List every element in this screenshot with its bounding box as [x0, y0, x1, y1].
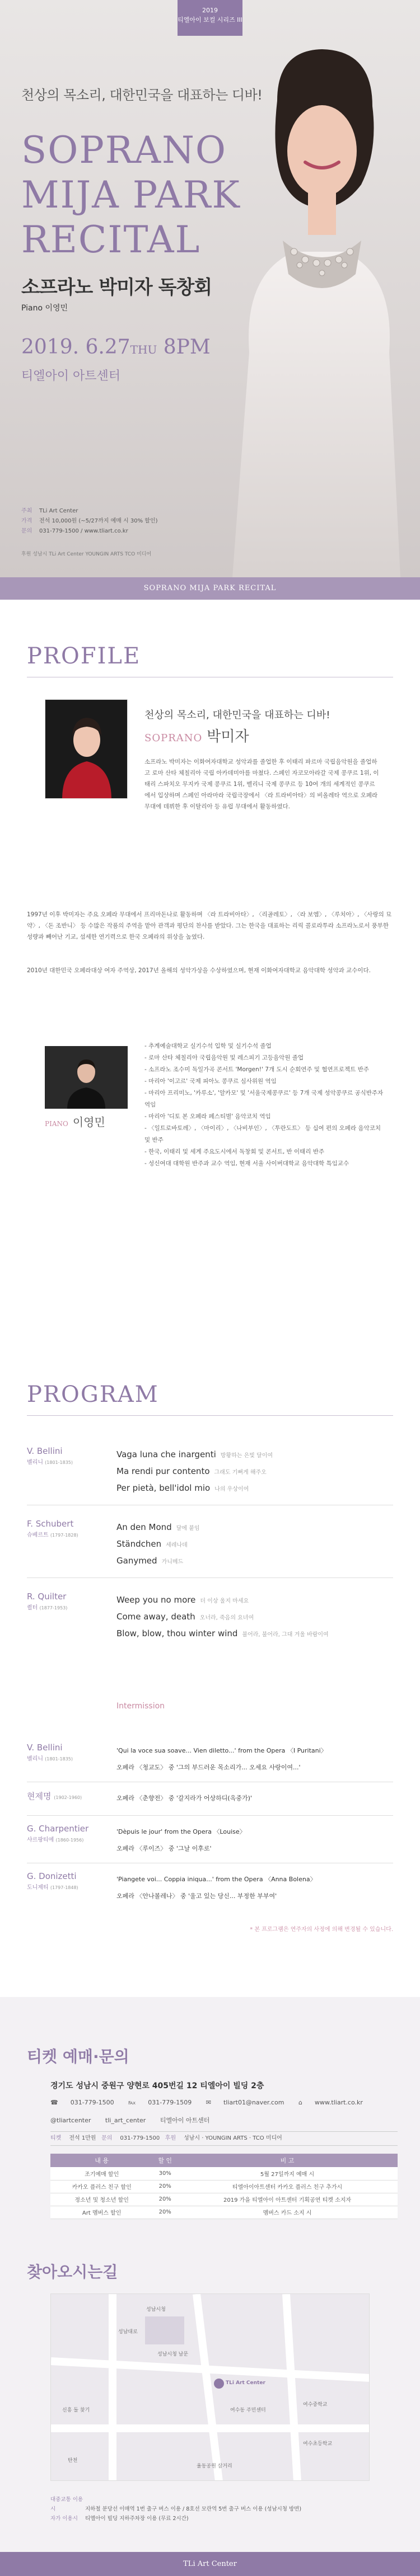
profile-role: SOPRANO — [144, 732, 203, 744]
cell: 멤버스 카드 소지 시 — [177, 2206, 398, 2219]
composer-name: V. Bellini — [27, 1743, 63, 1753]
composer-name: 현제명 — [27, 1791, 52, 1801]
discount-table — [50, 2154, 398, 2219]
profile-title: PROFILE — [27, 643, 141, 669]
pianist-role: PIANO — [45, 1120, 68, 1128]
composer-name: G. Donizetti — [27, 1871, 77, 1881]
work-kr: 그래도 기뻐게 해주오 — [214, 1470, 267, 1476]
header-note: 비 고 — [177, 2154, 398, 2167]
tel-label: 문의 — [101, 2135, 113, 2141]
career-item: - 〈일트로바토레〉, 〈마이리〉, 〈나비부인〉, 〈투란도트〉 등 십여 편의 오페라 음악코치 및 반주 — [144, 1123, 385, 1146]
table-row — [50, 2193, 398, 2206]
composer-name: G. Charpentier — [27, 1824, 89, 1834]
composer-kr-name: 퀼터 — [27, 1605, 38, 1611]
info-value: TLi Art Center — [39, 508, 78, 514]
works — [116, 1591, 396, 1642]
works — [116, 1790, 396, 1807]
ticket-web[interactable]: www.tliart.co.kr — [314, 2099, 363, 2106]
work-item: 'Qui la voce sua soave... Vien diletto...' from the Opera 〈I Puritani〉 — [116, 1747, 327, 1754]
work-title: Per pietà, bell'idol mio — [116, 1483, 211, 1493]
header-discount: 할 인 — [153, 2154, 177, 2167]
work-title: Come away, death — [116, 1612, 195, 1622]
composer-kr — [27, 1457, 116, 1466]
work-title: Blow, blow, thou winter wind — [116, 1628, 238, 1638]
ticket-contacts — [50, 2099, 398, 2106]
work-title: Weep you no more — [116, 1595, 196, 1605]
work-kr: 가니메드 — [161, 1559, 184, 1565]
work-kr: 나의 우상이여 — [214, 1486, 249, 1492]
program-divider — [27, 1415, 393, 1416]
location-map[interactable] — [50, 2294, 370, 2481]
profile-bio: 소프라노 박미자는 이화여자대학교 성악과를 졸업한 후 이태리 파르마 국립음악원을 졸업하고 로마 산타 체칠리아 국립 아카데미아를 마쳤다. 스페인 자코모아라갈 국제 콩쿠르 1위, 이태리 스파치오 무지카 국제 콩쿠르 1위, 벨리니 국제 콩쿠르 등 10여 개의 세계적인 콩쿠르에서 입상하며 스페인 아라마라 국립극장에서 〈라 트라비아타〉의 비올레타 역으로 오페라 무대에 데뷔한 후 이탈리아 등 유럽 무대에서 활동하였다. — [144, 759, 379, 810]
work-item — [116, 1480, 396, 1496]
career-item: - 마리아 '디토 본 오페라 페스티벌' 음악코치 역임 — [144, 1111, 385, 1123]
composer-kr-name: 샤르팡티에 — [27, 1837, 54, 1843]
composer-kr — [27, 1882, 116, 1891]
work-title: Vaga luna che inargenti — [116, 1449, 216, 1459]
works — [116, 1824, 396, 1857]
hero-piano — [21, 302, 68, 313]
info-label: 문의 — [21, 528, 32, 534]
work-item — [116, 1608, 396, 1625]
series-tag — [178, 0, 242, 36]
composer-name: V. Bellini — [27, 1446, 63, 1456]
pianist-name — [45, 1113, 105, 1129]
profile-paragraph-2: 2010년 대한민국 오페라대상 여자 주역상, 2017년 올해의 성악가상을 수상하였으며, 현재 이화여자대학교 음악대학 성악과 교수이다. — [27, 967, 371, 974]
work-item: 오페라 〈춘향전〉 중 '갈지라가 어상하디(옥중가)' — [116, 1795, 252, 1802]
work-kr: 방황하는 은빛 달이여 — [220, 1453, 273, 1459]
pianist-career — [144, 1040, 385, 1170]
hero-tagline: 천상의 목소리, 대한민국을 대표하는 디바! — [21, 87, 263, 103]
map-label: 여수중학교 — [303, 2402, 328, 2408]
info-row — [21, 516, 158, 526]
composer-kr — [27, 1530, 116, 1538]
map-label: 성남시청 남문 — [157, 2352, 189, 2357]
work-item: 오페라 〈안나볼레나〉 중 '울고 있는 당신... 부정한 부부여' — [116, 1892, 277, 1900]
composer — [27, 1743, 116, 1762]
series-year: 2019 — [202, 7, 218, 14]
composer — [27, 1591, 116, 1611]
program-note: * 본 프로그램은 연주자의 사정에 의해 변경될 수 있습니다. — [250, 1927, 393, 1933]
footer-logo: TLi Art Center — [0, 2552, 420, 2576]
career-item: - 마리아 프리미노, '카루소', '알카모' 및 '서울국제콩쿠르' 등 7개 국제 성악콩쿠르 공식반주자 역임 — [144, 1087, 385, 1111]
map-label-venue: TLi Art Center — [226, 2380, 265, 2386]
map-label: 여수동 주민센터 — [230, 2408, 266, 2413]
career-item: - 한국, 이태리 및 세계 주요도시에서 독창회 및 콘서트, 반 이태리 반주 — [144, 1146, 385, 1158]
direction-row — [50, 2514, 398, 2523]
piano-name: 이영민 — [45, 304, 68, 313]
hero-band: SOPRANO MIJA PARK RECITAL — [0, 577, 420, 600]
work-item — [116, 1552, 396, 1569]
work-kr: 달에 붙임 — [176, 1525, 200, 1532]
composer — [27, 1446, 116, 1466]
profile-tagline: 천상의 목소리, 대한민국을 대표하는 디바! — [144, 709, 330, 721]
program-title: PROGRAM — [27, 1382, 159, 1407]
hero-title-line1: SOPRANO — [21, 129, 227, 172]
hero-title-line3: RECITAL — [21, 218, 201, 261]
direction-key: 대중교통 이용시 — [50, 2497, 83, 2512]
info-label: 가격 — [21, 518, 32, 524]
composer-years: (1902-1960) — [54, 1795, 82, 1800]
facebook-link[interactable]: 티엘아이 아트센터 — [160, 2117, 210, 2124]
intermission-label: Intermission — [116, 1702, 165, 1711]
cell: 20% — [153, 2193, 177, 2206]
composer — [27, 1790, 116, 1802]
career-item: - 소프라노 조수미 독일가곡 콘서트 'Morgen!' 7개 도시 순회연주 및 협연프로젝트 반주 — [144, 1064, 385, 1076]
ticket-summary-bar — [50, 2131, 398, 2146]
pianist-profile-photo — [45, 1046, 128, 1109]
composer-kr-name: 벨리니 — [27, 1756, 43, 1762]
career-item: - 추계예술대학교 실기수석 입학 및 실기수석 졸업 — [144, 1040, 385, 1052]
works — [116, 1871, 396, 1905]
composer-kr-name: 슈베르트 — [27, 1532, 49, 1538]
work-item: 'Piangete voi... Coppia iniqua...' from the Opera 〈Anna Bolena〉 — [116, 1876, 316, 1883]
info-label: 주최 — [21, 508, 32, 514]
composer-kr — [27, 1603, 116, 1611]
program-separator — [27, 1577, 393, 1578]
profile-paragraph-1: 1997년 이후 박미자는 주요 오페라 무대에서 프리마돈나로 활동하며 〈라 트라비아타〉, 〈리골레토〉, 〈라 보엠〉, 〈루치아〉, 〈사랑의 묘약〉, 〈돈 조반니〉 등 수많은 작품의 주역을 맡아 관객과 평단의 찬사를 받았다. 그는 한국을 대표하는 리릭 콜로라투라 소프라노로서 풍부한 성량과 빼어난 기교, 섬세한 연기력으로 한국 오페라의 위상을 높였다. — [27, 911, 392, 940]
table-row — [50, 2206, 398, 2219]
work-item — [116, 1446, 396, 1463]
map-label: 탄천 — [68, 2458, 78, 2464]
direction-row — [50, 2495, 398, 2514]
ticket-phone[interactable]: 031-779-1500 — [70, 2099, 114, 2106]
table-row — [50, 2167, 398, 2180]
fax-icon: ℻ — [128, 2099, 136, 2106]
composer-name: F. Schubert — [27, 1519, 74, 1529]
composer-years: (1797-1848) — [50, 1885, 78, 1890]
date-value: 2019. 6.27 — [21, 336, 130, 359]
soprano-profile-photo — [45, 699, 128, 799]
concert-info — [21, 506, 158, 536]
cell: Art 멤버스 할인 — [50, 2206, 153, 2219]
sponsor-logos: 후원 성남시 TLi Art Center YOUNGIN ARTS TCO 미디어 — [21, 552, 152, 557]
works — [116, 1519, 396, 1569]
ticket-fax: 031-779-1509 — [148, 2099, 192, 2106]
composer-kr — [27, 1754, 116, 1762]
info-value: 전석 10,000원 (~5/27까지 예매 시 30% 할인) — [39, 518, 158, 524]
table-header — [50, 2154, 398, 2167]
work-title: Ständchen — [116, 1539, 162, 1549]
direction-value: 티엘아이 빌딩 지하주차장 이용 (무료 2시간) — [85, 2516, 189, 2522]
soprano-portrait — [210, 39, 420, 577]
cell: 카카오 플러스 친구 할인 — [50, 2180, 153, 2193]
series-name: 티엘아이 보컬 시리즈 III — [178, 16, 242, 23]
composer-years: (1801-1835) — [45, 1756, 73, 1762]
cell: 2019 가을 티엘아이 아트센터 기획공연 티켓 소지자 — [177, 2193, 398, 2206]
header-content: 내 용 — [50, 2154, 153, 2167]
info-row — [21, 526, 158, 536]
ticket-sns — [50, 2116, 222, 2125]
cell: 20% — [153, 2180, 177, 2193]
price-label: 티켓 — [50, 2135, 62, 2141]
direction-value: 지하철 분당선 이매역 1번 출구 버스 이용 / 8호선 모란역 5번 출구 버스 이용 (성남시청 방면) — [85, 2506, 302, 2512]
info-row — [21, 506, 158, 516]
work-item — [116, 1519, 396, 1536]
composer — [27, 1519, 116, 1538]
table-row — [50, 2180, 398, 2193]
work-item — [116, 1463, 396, 1480]
works — [116, 1743, 396, 1776]
work-kr: 더 이상 울지 마세요 — [200, 1598, 249, 1604]
composer-kr-name: 도니제티 — [27, 1885, 49, 1891]
phone-icon: ☎ — [50, 2099, 58, 2106]
date-day: THU — [130, 343, 157, 356]
work-item: 'Dèpuis le jour' from the Opera 〈Louise〉 — [116, 1828, 246, 1835]
map-label: 여수초등학교 — [303, 2441, 333, 2447]
composer-years: (1801-1835) — [45, 1460, 73, 1465]
cell: 정소년 및 청소년 할인 — [50, 2193, 153, 2206]
cell: 20% — [153, 2206, 177, 2219]
map-label: 성남대로 — [118, 2329, 138, 2335]
map-label: 성남시청 — [146, 2307, 166, 2313]
work-title: Ma rendi pur contento — [116, 1466, 210, 1476]
hero-korean-title: 소프라노 박미자 독창회 — [21, 276, 212, 299]
twitter-link[interactable]: @tliartcenter — [50, 2117, 91, 2124]
cell: 5월 27일까지 예매 시 — [177, 2167, 398, 2180]
profile-name — [144, 725, 249, 746]
sponsor-label: 후원 — [165, 2135, 176, 2141]
career-item: - 마리아 '이고르' 국제 피아노 콩쿠르 심사위원 역임 — [144, 1076, 385, 1087]
email-icon: ✉ — [206, 2099, 211, 2106]
work-item — [116, 1536, 396, 1552]
work-item — [116, 1591, 396, 1608]
concert-date — [21, 336, 211, 359]
ticket-address: 경기도 성남시 중원구 양현로 405번길 12 티엘아이 빌딩 2층 — [50, 2081, 264, 2090]
career-item: - 성신여대 대학원 반주과 교수 역임, 현재 서울 사이버대학교 음악대학 특임교수 — [144, 1158, 385, 1170]
map-roads — [51, 2294, 370, 2481]
program-separator — [27, 1815, 393, 1816]
piano-label: Piano — [21, 304, 43, 313]
work-item: 오페라 〈루이즈〉 중 '그날 이후로' — [116, 1845, 212, 1852]
composer-years: (1797-1828) — [50, 1533, 78, 1538]
works — [116, 1446, 396, 1496]
directions — [50, 2495, 398, 2523]
tel-value: 031-779-1500 — [120, 2135, 160, 2141]
work-title: An den Mond — [116, 1522, 172, 1532]
map-label: 율동공원 삼거리 — [197, 2464, 232, 2469]
ticket-email[interactable]: tliart01@naver.com — [223, 2099, 284, 2106]
composer-name: R. Quilter — [27, 1591, 67, 1602]
work-kr: 오너라, 죽음의 요녀여 — [199, 1615, 254, 1621]
work-kr: 세레나데 — [166, 1542, 188, 1548]
cell: 조기예매 할인 — [50, 2167, 153, 2180]
work-item: 오페라 〈청교도〉 중 '그의 부드러운 목소리가... 오세요 사랑이여...' — [116, 1764, 301, 1771]
instagram-link[interactable]: tli_art_center — [105, 2117, 146, 2124]
time-value: 8PM — [163, 336, 211, 359]
composer — [27, 1871, 116, 1891]
composer-years: (1860-1956) — [55, 1838, 84, 1843]
price-value: 전석 1만원 — [69, 2135, 96, 2141]
cell: 티엘아이아트센터 카카오 플러스 친구 추가시 — [177, 2180, 398, 2193]
career-item: - 로마 산타 체칠리아 국립음악원 및 레스피기 고등음악원 졸업 — [144, 1052, 385, 1064]
map-title: 찾아오시는길 — [27, 2263, 118, 2281]
direction-key: 자가 이용시 — [50, 2516, 78, 2522]
home-icon: ⌂ — [298, 2099, 302, 2106]
composer-kr — [27, 1835, 116, 1843]
work-item — [116, 1625, 396, 1642]
hero-title-line2: MIJA PARK — [21, 173, 241, 216]
pianist-name-kr: 이영민 — [72, 1115, 105, 1129]
concert-venue: 티엘아이 아트센터 — [21, 369, 121, 383]
profile-name-kr: 박미자 — [207, 728, 249, 745]
hero-poster — [0, 0, 420, 577]
ticket-title: 티켓 예매·문의 — [27, 2047, 129, 2066]
sponsor-value: 성남시 · YOUNGIN ARTS · TCO 미디어 — [184, 2135, 282, 2141]
map-label: 신흥 돌 찾기 — [62, 2408, 90, 2413]
composer — [27, 1824, 116, 1843]
cell: 30% — [153, 2167, 177, 2180]
work-title: Ganymed — [116, 1556, 157, 1566]
info-value: 031-779-1500 / www.tliart.co.kr — [39, 528, 128, 534]
composer-kr-name: 벨리니 — [27, 1459, 43, 1466]
work-kr: 불어라, 불어라, 그대 겨울 바람이여 — [242, 1632, 329, 1638]
composer-years: (1877-1953) — [39, 1605, 68, 1610]
